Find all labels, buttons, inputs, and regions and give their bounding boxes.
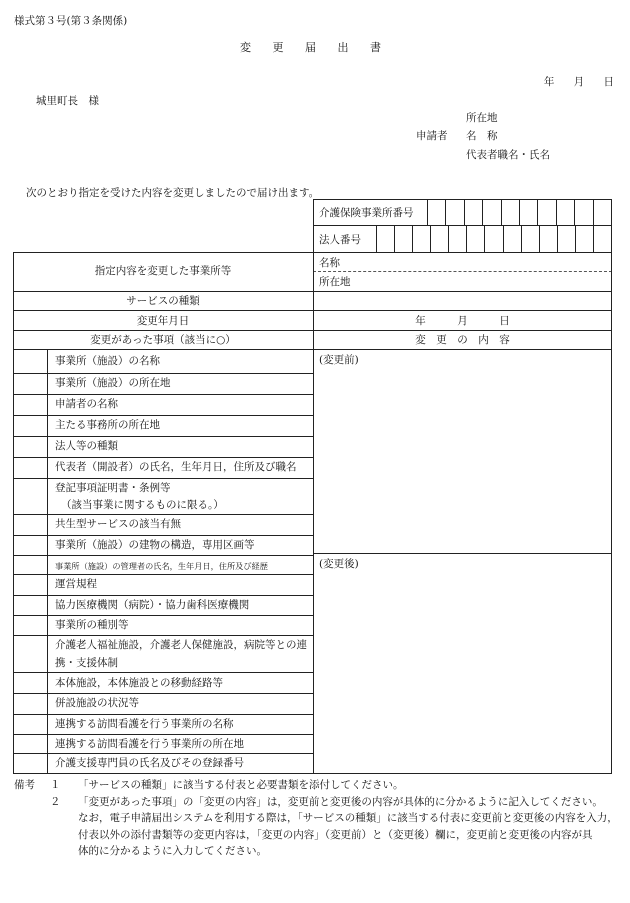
item-building-structure: 事業所（施設）の建物の構造，専用区画等 <box>55 539 255 551</box>
item-main-office-address: 主たる事務所の所在地 <box>55 419 160 431</box>
corporate-number-digit-divider <box>448 225 449 252</box>
provider-number-label: 介護保険事業所番号 <box>319 207 414 219</box>
form-number: 様式第３号(第３条関係) <box>14 15 128 27</box>
corporate-number-digit-divider <box>539 225 540 252</box>
corporate-number-digit-divider <box>557 225 558 252</box>
provider-number-digit-divider <box>519 199 520 225</box>
content-header: 変 更 の 内 容 <box>415 334 510 346</box>
change-date-value: 年 月 日 <box>415 315 510 327</box>
item-annex-facility: 併設施設の状況等 <box>55 697 139 709</box>
item-registration-cert: 登記事項証明書・条例等 <box>55 482 171 494</box>
corporate-number-digit-divider <box>430 225 431 252</box>
provider-number-digit-divider <box>537 199 538 225</box>
corporate-number-digit-divider <box>412 225 413 252</box>
corporate-number-digit-divider <box>575 225 576 252</box>
item-nursing-office-address: 連携する訪問看護を行う事業所の所在地 <box>55 738 244 750</box>
item-operating-rules: 運営規程 <box>55 578 97 590</box>
item-cooperation-line2: 携・支援体制 <box>55 657 118 669</box>
provider-number-digit-divider <box>574 199 575 225</box>
item-facility-class: 事業所の種別等 <box>55 619 129 631</box>
item-symbiotic-service: 共生型サービスの該当有無 <box>55 518 181 530</box>
corporate-number-digit-divider <box>593 225 594 252</box>
note-2-text-line4: 体的に分かるように入力してください。 <box>78 845 267 857</box>
after-label: (変更後) <box>319 558 359 570</box>
provider-number-digit-divider <box>556 199 557 225</box>
applicant-name-label: 名 称 <box>466 130 498 142</box>
provider-number-digit-divider <box>464 199 465 225</box>
applicant-representative-label: 代表者職名・氏名 <box>466 149 550 161</box>
corporate-number-digit-divider <box>521 225 522 252</box>
before-label: (変更前) <box>319 354 359 366</box>
note-2-number: ２ <box>50 795 61 808</box>
item-manager: 事業所（施設）の管理者の氏名，生年月日，住所及び経歴 <box>55 561 268 571</box>
item-registration-cert-note: （該当事業に関するものに限る。） <box>61 499 224 511</box>
item-corporation-type: 法人等の種類 <box>55 440 118 452</box>
corporate-number-digit-divider <box>503 225 504 252</box>
note-2-text-line2: なお，電子申請届出システムを利用する際は，「サービスの種類」に該当する付表に変更前と変更後の内容を入力， <box>78 812 618 824</box>
document-title: 変 更 届 出 書 <box>240 41 390 54</box>
item-cooperation-line1: 介護老人福祉施設，介護老人保健施設，病院等との連 <box>55 639 307 651</box>
addressee: 城里町長 様 <box>36 95 99 107</box>
item-cooperating-medical: 協力医療機関（病院）・協力歯科医療機関 <box>55 599 250 611</box>
date-line: 年 月 日 <box>543 76 614 88</box>
item-care-manager: 介護支援専門員の氏名及びその登録番号 <box>55 757 244 769</box>
service-type-label: サービスの種類 <box>126 295 200 307</box>
intro-text: 次のとおり指定を受けた内容を変更しましたので届け出ます。 <box>26 187 320 199</box>
facility-address-label: 所在地 <box>319 276 351 288</box>
changed-facility-label: 指定内容を変更した事業所等 <box>94 265 232 277</box>
items-header: 変更があった事項（該当に○） <box>90 334 236 346</box>
corporate-number-digit-divider <box>484 225 485 252</box>
item-facility-name: 事業所（施設）の名称 <box>55 355 160 367</box>
note-1-number: １ <box>50 779 61 791</box>
change-form-table <box>13 199 612 774</box>
note-1-text: 「サービスの種類」に該当する付表と必要書類を添付してください。 <box>78 779 404 791</box>
item-nursing-office-name: 連携する訪問看護を行う事業所の名称 <box>55 718 234 730</box>
item-applicant-name: 申請者の名称 <box>55 398 118 410</box>
provider-number-digit-divider <box>593 199 594 225</box>
item-facility-address: 事業所（施設）の所在地 <box>55 377 171 389</box>
corporate-number-label: 法人番号 <box>319 234 361 246</box>
corporate-number-digit-divider <box>394 225 395 252</box>
change-date-label: 変更年月日 <box>136 315 190 327</box>
note-2-text: 「変更があった事項」の「変更の内容」は，変更前と変更後の内容が具体的に分かるように記入してください。 <box>78 795 603 808</box>
provider-number-digit-divider <box>445 199 446 225</box>
notes-label: 備考 <box>14 779 35 791</box>
provider-number-digit-divider <box>501 199 502 225</box>
item-main-facility: 本体施設，本体施設との移動経路等 <box>55 677 223 689</box>
applicant-address-label: 所在地 <box>466 112 498 124</box>
item-representative: 代表者（開設者）の氏名，生年月日，住所及び職名 <box>55 461 297 473</box>
provider-number-digit-divider <box>482 199 483 225</box>
note-2-text-line3: 付表以外の添付書類等の変更内容は，「変更の内容」（変更前）と（変更後）欄に，変更前と変更後の内容が具 <box>78 828 593 841</box>
corporate-number-digit-divider <box>466 225 467 252</box>
applicant-label: 申請者 <box>416 130 448 142</box>
facility-name-label: 名称 <box>319 257 340 269</box>
